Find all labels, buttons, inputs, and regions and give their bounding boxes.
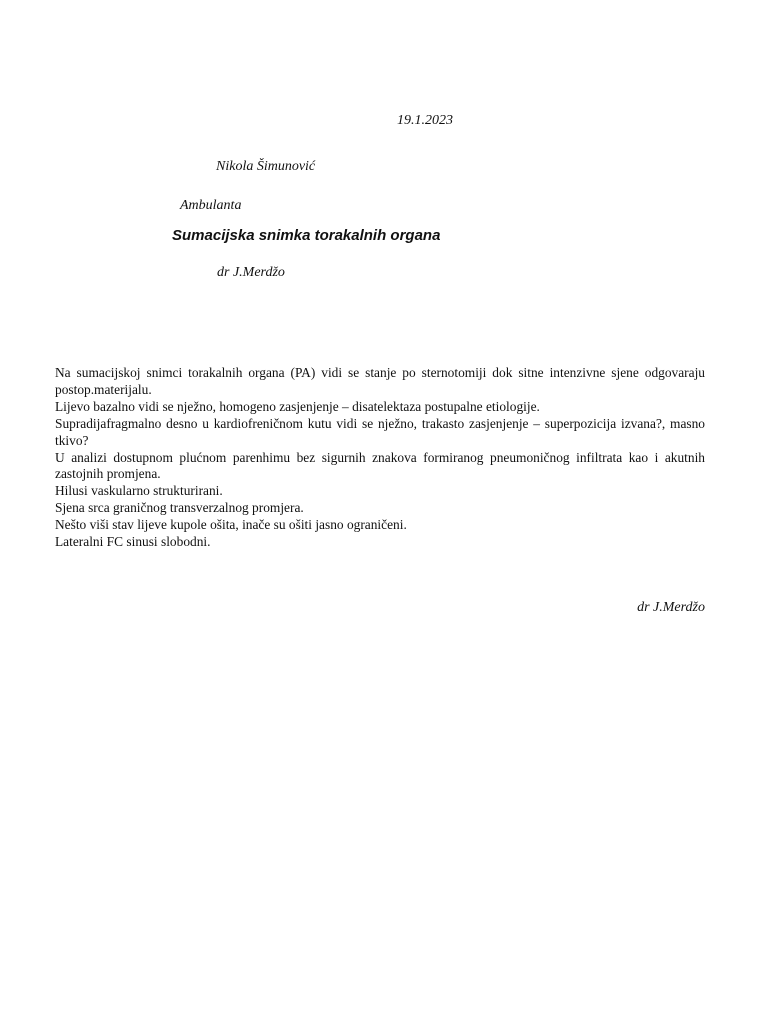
department: Ambulanta — [180, 198, 242, 213]
finding-paragraph: Sjena srca graničnog transverzalnog promjera. — [55, 500, 304, 516]
patient-name: Nikola Šimunović — [216, 159, 316, 174]
report-date: 19.1.2023 — [397, 113, 453, 128]
report-title: Sumacijska snimka torakalnih organa — [172, 227, 441, 244]
findings-text — [55, 365, 705, 551]
finding-paragraph: Na sumacijskoj snimci torakalnih organa (PA) vidi se stanje po sternotomiji dok sitne intenzivne sjene odgovaraju postop.materijalu. — [55, 365, 705, 397]
finding-paragraph: Nešto viši stav lijeve kupole ošita, inače su ošiti jasno ograničeni. — [55, 517, 407, 533]
finding-paragraph: U analizi dostupnom plućnom parenhimu bez sigurnih znakova formiranog pneumoničnog infiltrata kao i akutnih zastojnih promjena. — [55, 449, 705, 482]
finding-paragraph: Hilusi vaskularno strukturirani. — [55, 483, 223, 499]
referring-doctor: dr J.Merdžo — [217, 265, 285, 280]
finding-paragraph: Lateralni FC sinusi slobodni. — [55, 534, 211, 550]
signature-doctor: dr J.Merdžo — [637, 600, 705, 615]
finding-paragraph: Lijevo bazalno vidi se nježno, homogeno zasjenjenje – disatelektaza postupalne etiologije. — [55, 398, 540, 414]
finding-paragraph: Supradijafragmalno desno u kardiofreničnom kutu vidi se nježno, trakasto zasjenjenje – superpozicija izvana?, masno tkivo? — [55, 415, 705, 448]
